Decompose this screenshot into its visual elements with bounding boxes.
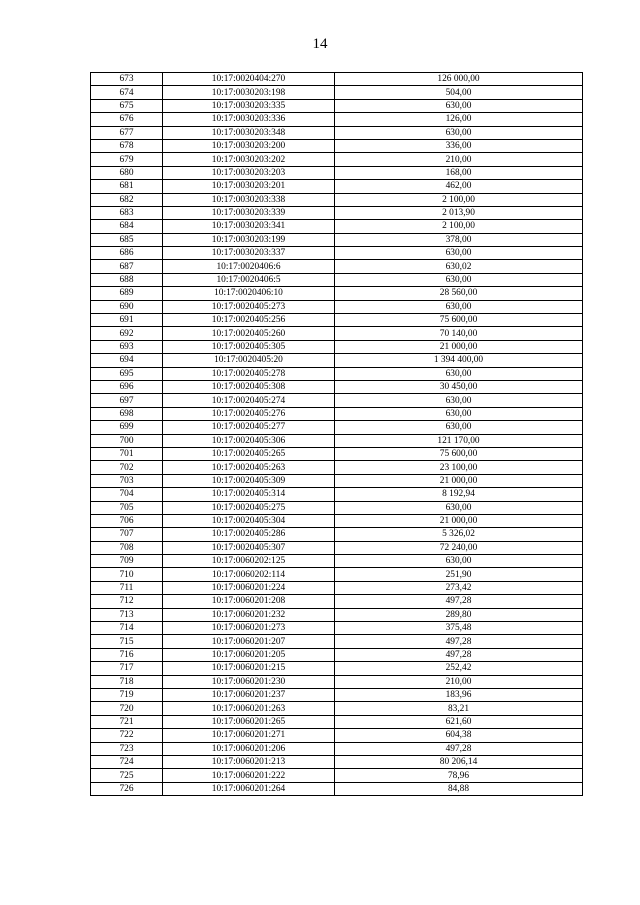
table-row — [91, 595, 583, 608]
cadastral-number-cell: 10:17:0060201:264 — [163, 782, 335, 795]
row-number-cell: 677 — [91, 126, 163, 139]
table-row — [91, 729, 583, 742]
value-cell: 273,42 — [335, 581, 583, 594]
row-number-cell: 685 — [91, 233, 163, 246]
cadastral-number-cell: 10:17:0060201:206 — [163, 742, 335, 755]
cadastral-number-cell: 10:17:0020404:270 — [163, 73, 335, 86]
value-cell: 630,00 — [335, 247, 583, 260]
value-cell: 21 000,00 — [335, 340, 583, 353]
table-row — [91, 782, 583, 795]
table-row — [91, 247, 583, 260]
value-cell: 30 450,00 — [335, 380, 583, 393]
row-number-cell: 708 — [91, 541, 163, 554]
row-number-cell: 683 — [91, 206, 163, 219]
value-cell: 83,21 — [335, 702, 583, 715]
row-number-cell: 719 — [91, 688, 163, 701]
row-number-cell: 726 — [91, 782, 163, 795]
cadastral-number-cell: 10:17:0030203:198 — [163, 86, 335, 99]
table-row — [91, 514, 583, 527]
row-number-cell: 693 — [91, 340, 163, 353]
table-row — [91, 180, 583, 193]
cadastral-number-cell: 10:17:0020405:20 — [163, 354, 335, 367]
value-cell: 462,00 — [335, 180, 583, 193]
row-number-cell: 710 — [91, 568, 163, 581]
value-cell: 630,00 — [335, 407, 583, 420]
value-cell: 2 100,00 — [335, 193, 583, 206]
row-number-cell: 722 — [91, 729, 163, 742]
table-row — [91, 675, 583, 688]
cadastral-number-cell: 10:17:0020405:308 — [163, 380, 335, 393]
table-row — [91, 367, 583, 380]
row-number-cell: 723 — [91, 742, 163, 755]
value-cell: 621,60 — [335, 715, 583, 728]
row-number-cell: 701 — [91, 447, 163, 460]
cadastral-number-cell: 10:17:0020406:10 — [163, 287, 335, 300]
table-body — [91, 73, 583, 796]
row-number-cell: 694 — [91, 354, 163, 367]
row-number-cell: 725 — [91, 769, 163, 782]
cadastral-number-cell: 10:17:0020405:276 — [163, 407, 335, 420]
row-number-cell: 682 — [91, 193, 163, 206]
row-number-cell: 711 — [91, 581, 163, 594]
cadastral-number-cell: 10:17:0030203:336 — [163, 113, 335, 126]
cadastral-number-cell: 10:17:0060201:263 — [163, 702, 335, 715]
cadastral-number-cell: 10:17:0060201:271 — [163, 729, 335, 742]
value-cell: 497,28 — [335, 635, 583, 648]
cadastral-number-cell: 10:17:0030203:200 — [163, 139, 335, 152]
cadastral-table — [90, 72, 583, 796]
page-number: 14 — [312, 36, 328, 52]
cadastral-number-cell: 10:17:0060201:208 — [163, 595, 335, 608]
row-number-cell: 709 — [91, 555, 163, 568]
cadastral-number-cell: 10:17:0060202:114 — [163, 568, 335, 581]
value-cell: 23 100,00 — [335, 461, 583, 474]
value-cell: 630,00 — [335, 99, 583, 112]
value-cell: 497,28 — [335, 742, 583, 755]
cadastral-number-cell: 10:17:0020405:309 — [163, 474, 335, 487]
value-cell: 630,00 — [335, 126, 583, 139]
row-number-cell: 687 — [91, 260, 163, 273]
table-row — [91, 407, 583, 420]
cadastral-number-cell: 10:17:0060202:125 — [163, 555, 335, 568]
value-cell: 630,00 — [335, 501, 583, 514]
row-number-cell: 680 — [91, 166, 163, 179]
cadastral-number-cell: 10:17:0060201:224 — [163, 581, 335, 594]
cadastral-number-cell: 10:17:0020405:304 — [163, 514, 335, 527]
value-cell: 2 100,00 — [335, 220, 583, 233]
row-number-cell: 703 — [91, 474, 163, 487]
table-row — [91, 622, 583, 635]
value-cell: 630,00 — [335, 394, 583, 407]
row-number-cell: 686 — [91, 247, 163, 260]
table-row — [91, 394, 583, 407]
cadastral-number-cell: 10:17:0030203:199 — [163, 233, 335, 246]
row-number-cell: 715 — [91, 635, 163, 648]
value-cell: 630,00 — [335, 421, 583, 434]
table-row — [91, 327, 583, 340]
cadastral-number-cell: 10:17:0030203:337 — [163, 247, 335, 260]
cadastral-number-cell: 10:17:0020405:275 — [163, 501, 335, 514]
table-row — [91, 474, 583, 487]
table-row — [91, 447, 583, 460]
table-row — [91, 688, 583, 701]
row-number-cell: 721 — [91, 715, 163, 728]
value-cell: 8 192,94 — [335, 488, 583, 501]
value-cell: 75 600,00 — [335, 447, 583, 460]
table-row — [91, 755, 583, 768]
table-row — [91, 314, 583, 327]
row-number-cell: 678 — [91, 139, 163, 152]
value-cell: 378,00 — [335, 233, 583, 246]
table-row — [91, 581, 583, 594]
table-row — [91, 220, 583, 233]
value-cell: 630,00 — [335, 555, 583, 568]
table-row — [91, 434, 583, 447]
value-cell: 497,28 — [335, 648, 583, 661]
value-cell: 75 600,00 — [335, 314, 583, 327]
cadastral-number-cell: 10:17:0060201:205 — [163, 648, 335, 661]
cadastral-number-cell: 10:17:0060201:237 — [163, 688, 335, 701]
value-cell: 84,88 — [335, 782, 583, 795]
row-number-cell: 714 — [91, 622, 163, 635]
cadastral-number-cell: 10:17:0030203:335 — [163, 99, 335, 112]
row-number-cell: 689 — [91, 287, 163, 300]
table-row — [91, 488, 583, 501]
row-number-cell: 718 — [91, 675, 163, 688]
table-row — [91, 769, 583, 782]
cadastral-number-cell: 10:17:0020405:256 — [163, 314, 335, 327]
row-number-cell: 716 — [91, 648, 163, 661]
cadastral-number-cell: 10:17:0020405:278 — [163, 367, 335, 380]
value-cell: 72 240,00 — [335, 541, 583, 554]
cadastral-number-cell: 10:17:0030203:341 — [163, 220, 335, 233]
table-row — [91, 528, 583, 541]
cadastral-number-cell: 10:17:0030203:339 — [163, 206, 335, 219]
row-number-cell: 676 — [91, 113, 163, 126]
table-row — [91, 193, 583, 206]
cadastral-number-cell: 10:17:0030203:202 — [163, 153, 335, 166]
row-number-cell: 690 — [91, 300, 163, 313]
table-row — [91, 501, 583, 514]
table-row — [91, 608, 583, 621]
value-cell: 80 206,14 — [335, 755, 583, 768]
value-cell: 251,90 — [335, 568, 583, 581]
row-number-cell: 681 — [91, 180, 163, 193]
cadastral-number-cell: 10:17:0020405:260 — [163, 327, 335, 340]
cadastral-number-cell: 10:17:0060201:273 — [163, 622, 335, 635]
table-row — [91, 273, 583, 286]
table-row — [91, 73, 583, 86]
row-number-cell: 717 — [91, 662, 163, 675]
table-row — [91, 555, 583, 568]
value-cell: 126 000,00 — [335, 73, 583, 86]
table-row — [91, 742, 583, 755]
value-cell: 1 394 400,00 — [335, 354, 583, 367]
value-cell: 210,00 — [335, 675, 583, 688]
cadastral-number-cell: 10:17:0060201:230 — [163, 675, 335, 688]
cadastral-number-cell: 10:17:0060201:232 — [163, 608, 335, 621]
value-cell: 21 000,00 — [335, 514, 583, 527]
table-row — [91, 354, 583, 367]
row-number-cell: 720 — [91, 702, 163, 715]
row-number-cell: 724 — [91, 755, 163, 768]
cadastral-number-cell: 10:17:0030203:201 — [163, 180, 335, 193]
cadastral-number-cell: 10:17:0020405:306 — [163, 434, 335, 447]
cadastral-number-cell: 10:17:0060201:207 — [163, 635, 335, 648]
table-row — [91, 568, 583, 581]
row-number-cell: 700 — [91, 434, 163, 447]
row-number-cell: 679 — [91, 153, 163, 166]
cadastral-number-cell: 10:17:0020405:273 — [163, 300, 335, 313]
table-row — [91, 702, 583, 715]
cadastral-number-cell: 10:17:0020405:307 — [163, 541, 335, 554]
cadastral-number-cell: 10:17:0030203:348 — [163, 126, 335, 139]
value-cell: 183,96 — [335, 688, 583, 701]
table-row — [91, 380, 583, 393]
row-number-cell: 697 — [91, 394, 163, 407]
row-number-cell: 706 — [91, 514, 163, 527]
cadastral-number-cell: 10:17:0060201:222 — [163, 769, 335, 782]
table-row — [91, 715, 583, 728]
value-cell: 252,42 — [335, 662, 583, 675]
value-cell: 126,00 — [335, 113, 583, 126]
table-row — [91, 648, 583, 661]
row-number-cell: 675 — [91, 99, 163, 112]
value-cell: 375,48 — [335, 622, 583, 635]
row-number-cell: 699 — [91, 421, 163, 434]
table-row — [91, 421, 583, 434]
table-row — [91, 233, 583, 246]
value-cell: 78,96 — [335, 769, 583, 782]
row-number-cell: 688 — [91, 273, 163, 286]
table-row — [91, 662, 583, 675]
table-row — [91, 260, 583, 273]
value-cell: 630,00 — [335, 273, 583, 286]
value-cell: 289,80 — [335, 608, 583, 621]
table-row — [91, 340, 583, 353]
value-cell: 5 326,02 — [335, 528, 583, 541]
value-cell: 630,00 — [335, 300, 583, 313]
row-number-cell: 702 — [91, 461, 163, 474]
table-row — [91, 300, 583, 313]
row-number-cell: 705 — [91, 501, 163, 514]
value-cell: 336,00 — [335, 139, 583, 152]
table-row — [91, 287, 583, 300]
row-number-cell: 692 — [91, 327, 163, 340]
value-cell: 497,28 — [335, 595, 583, 608]
cadastral-number-cell: 10:17:0020406:6 — [163, 260, 335, 273]
cadastral-number-cell: 10:17:0060201:265 — [163, 715, 335, 728]
row-number-cell: 684 — [91, 220, 163, 233]
row-number-cell: 691 — [91, 314, 163, 327]
cadastral-number-cell: 10:17:0020405:314 — [163, 488, 335, 501]
table-row — [91, 86, 583, 99]
table-row — [91, 113, 583, 126]
table-row — [91, 166, 583, 179]
cadastral-number-cell: 10:17:0020405:274 — [163, 394, 335, 407]
row-number-cell: 698 — [91, 407, 163, 420]
row-number-cell: 696 — [91, 380, 163, 393]
table-row — [91, 99, 583, 112]
cadastral-number-cell: 10:17:0060201:213 — [163, 755, 335, 768]
row-number-cell: 704 — [91, 488, 163, 501]
row-number-cell: 707 — [91, 528, 163, 541]
value-cell: 210,00 — [335, 153, 583, 166]
value-cell: 28 560,00 — [335, 287, 583, 300]
value-cell: 70 140,00 — [335, 327, 583, 340]
cadastral-number-cell: 10:17:0060201:215 — [163, 662, 335, 675]
cadastral-number-cell: 10:17:0020405:265 — [163, 447, 335, 460]
row-number-cell: 695 — [91, 367, 163, 380]
value-cell: 630,02 — [335, 260, 583, 273]
cadastral-number-cell: 10:17:0020405:277 — [163, 421, 335, 434]
value-cell: 2 013,90 — [335, 206, 583, 219]
value-cell: 121 170,00 — [335, 434, 583, 447]
table-row — [91, 461, 583, 474]
table-row — [91, 139, 583, 152]
cadastral-number-cell: 10:17:0020405:305 — [163, 340, 335, 353]
table-row — [91, 541, 583, 554]
row-number-cell: 712 — [91, 595, 163, 608]
value-cell: 630,00 — [335, 367, 583, 380]
value-cell: 21 000,00 — [335, 474, 583, 487]
cadastral-number-cell: 10:17:0020406:5 — [163, 273, 335, 286]
value-cell: 604,38 — [335, 729, 583, 742]
cadastral-number-cell: 10:17:0030203:338 — [163, 193, 335, 206]
table-row — [91, 206, 583, 219]
value-cell: 504,00 — [335, 86, 583, 99]
row-number-cell: 673 — [91, 73, 163, 86]
cadastral-number-cell: 10:17:0020405:263 — [163, 461, 335, 474]
cadastral-number-cell: 10:17:0020405:286 — [163, 528, 335, 541]
row-number-cell: 713 — [91, 608, 163, 621]
table-row — [91, 126, 583, 139]
row-number-cell: 674 — [91, 86, 163, 99]
value-cell: 168,00 — [335, 166, 583, 179]
table-row — [91, 635, 583, 648]
cadastral-number-cell: 10:17:0030203:203 — [163, 166, 335, 179]
table-row — [91, 153, 583, 166]
